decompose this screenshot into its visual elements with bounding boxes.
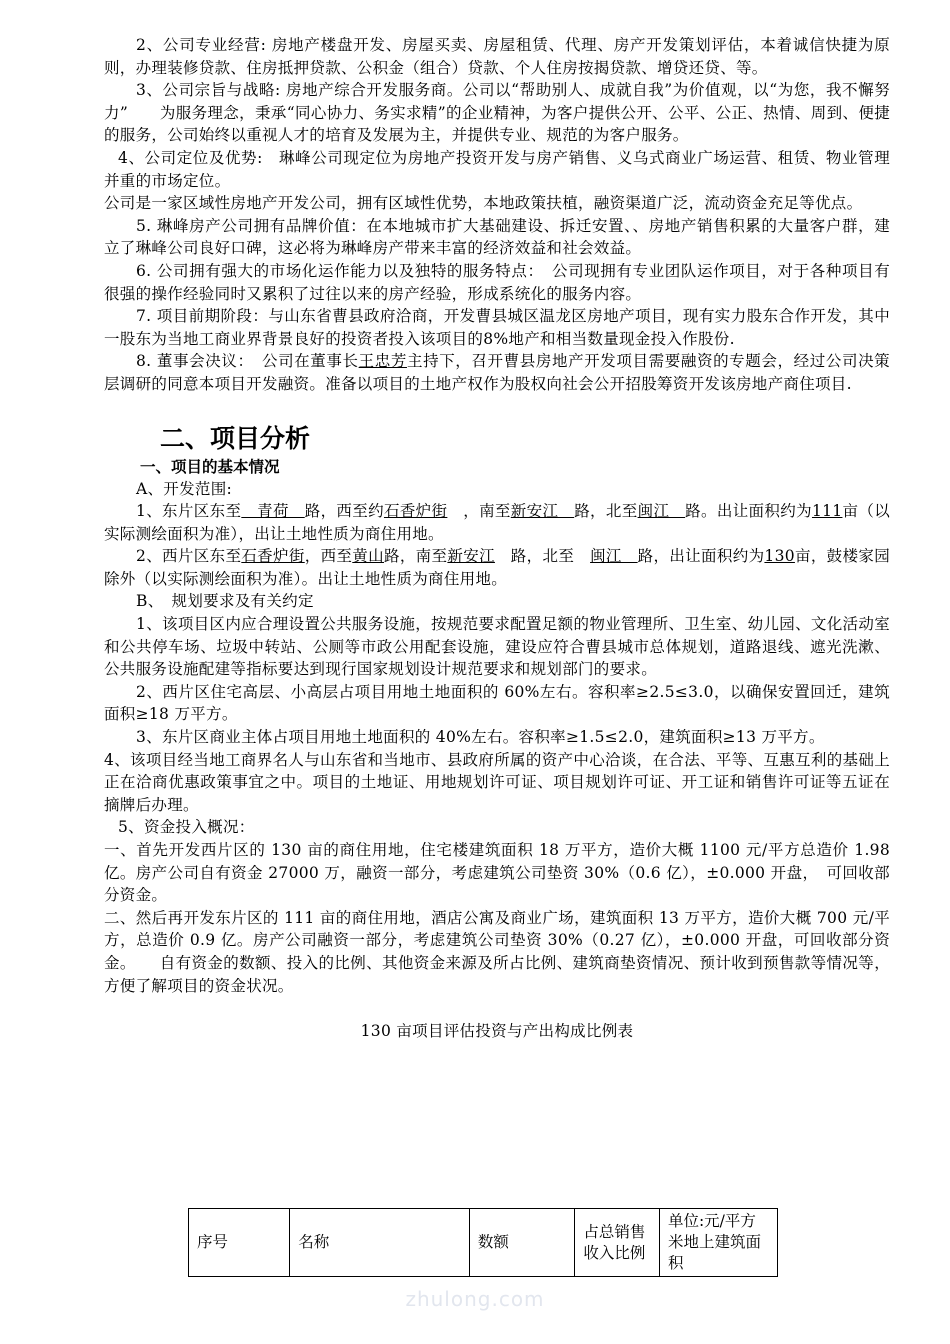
header-cell-amount: 数额 bbox=[469, 1209, 574, 1277]
chairman-name: 王忠芳 bbox=[358, 352, 407, 371]
para-funding-west: 一、首先开发西片区的 130 亩的商住用地，住宅楼建筑面积 18 万平方，造价大概 1100 元/平方总造价 1.98 亿。房产公司自有资金 27000 万，融资一部分，考虑建筑公司垫资 30%（0.6 亿），±0.000 开盘， 可回收部分资金。 bbox=[104, 841, 890, 905]
para-board-resolution: 8. 董事会决议： 公司在董事长王忠芳主持下，召开曹县房地产开发项目需要融资的专题会，经过公司决策层调研的同意本项目开发融资。准备以项目的土地产权作为股权向社会公开招股筹资开发该房地产商住项目. bbox=[104, 352, 890, 393]
para-west-area: 2、西片区东至石香炉街，西至黄山路，南至新安江 路，北至 闽江 路，出让面积约为130亩，鼓楼家园除外（以实际测绘面积为准）。出让土地性质为商住用地。 bbox=[104, 547, 891, 588]
subsection-heading: 一、项目的基本情况 bbox=[140, 457, 280, 476]
para-advantages: 公司是一家区域性房地产开发公司，拥有区域性优势，本地政策扶植，融资渠道广泛，流动资金充足等优点。 bbox=[104, 194, 863, 213]
para-planning-title: B、 规划要求及有关约定 bbox=[136, 592, 314, 611]
para-scope-title: A、开发范围: bbox=[136, 479, 233, 498]
para-planning-1: 1、该项目区内应合理设置公共服务设施，按规范要求配置足额的物业管理所、卫生室、幼儿园、文化活动室和公共停车场、垃圾中转站、公厕等市政公用配套设施，建设应符合曹县城市总体规划，道路退线、遮光洗漱、公共服务设施配建等指标要达到现行国家规划设计规范要求和规划部门的要求。 bbox=[104, 615, 890, 679]
para-brand-value: 5. 琳峰房产公司拥有品牌价值：在本地城市扩大基础建设、拆迁安置、、房地产销售积累的大量客户群，建立了琳峰公司良好口碑，这必将为琳峰房产带来丰富的经济效益和社会效益。 bbox=[104, 216, 890, 258]
para-mission: 3、公司宗旨与战略: 房地产综合开发服务商。公司以“帮助别人、成就自我”为价值观，以“为您，我不懈努力” 为服务理念，秉承“同心协力、务实求精”的企业精神，为客户提供公开、公平、公正、热情、周到、便捷的服务，公司始终以重视人才的培育及发展为主，并提供专业、规范的为客户服务。 bbox=[104, 81, 890, 145]
header-cell-name: 名称 bbox=[290, 1209, 470, 1277]
para-funding-east: 二、然后再开发东片区的 111 亩的商住用地，酒店公寓及商业广场，建筑面积 13 万平方，造价大概 700 元/平方，总造价 0.9 亿。房产公司融资一部分，考虑建筑公司垫资 30%（0.27 亿），±0.000 开盘，可回收部分资金。 自有资金的数额、投入的比例、其他资金来源及所占比例、建筑商垫资情况、预计收到预售款等情况等，方便了解项目的资金状况。 bbox=[104, 908, 890, 995]
para-planning-4: 4、该项目经当地工商界名人与山东省和当地市、县政府所属的资产中心洽谈，在合法、平等、互惠互利的基础上正在洽商优惠政策事宜之中。项目的土地证、用地规划许可证、项目规划许可证、开工证和销售许可证等五证在摘牌后办理。 bbox=[104, 750, 890, 814]
watermark: zhulong.com bbox=[405, 1287, 545, 1311]
para-project-phase: 7. 项目前期阶段：与山东省曹县政府洽商，开发曹县城区温龙区房地产项目，现有实力股东合作开发，其中一股东为当地工商业界背景良好的投资者投入该项目的8%地产和相当数量现金投入作股份. bbox=[104, 307, 890, 348]
para-funding-title: 5、资金投入概况： bbox=[118, 818, 255, 837]
table-caption: 130 亩项目评估投资与产出构成比例表 bbox=[360, 1022, 634, 1041]
investment-table bbox=[188, 1208, 778, 1277]
document-page bbox=[104, 34, 890, 1043]
header-cell-ratio: 占总销售收入比例 bbox=[575, 1209, 660, 1277]
para-business-scope: 2、公司专业经营: 房地产楼盘开发、房屋买卖、房屋租赁、代理、房产开发策划评估，本着诚信快捷为原则，办理装修贷款、住房抵押贷款、公积金（组合）贷款、个人住房按揭贷款、增贷还贷、等。 bbox=[104, 36, 890, 77]
header-cell-unit: 单位:元/平方米地上建筑面积 bbox=[659, 1209, 777, 1277]
table-header-row bbox=[189, 1209, 778, 1277]
para-operation-ability: 6. 公司拥有强大的市场化运作能力以及独特的服务特点： 公司现拥有专业团队运作项目，对于各种项目有很强的操作经验同时又累积了过往以来的房产经验，形成系统化的服务内容。 bbox=[104, 261, 890, 303]
header-cell-index: 序号 bbox=[189, 1209, 290, 1277]
para-planning-3: 3、东片区商业主体占项目用地土地面积的 40%左右。容积率≥1.5≤2.0，建筑面积≥13 万平方。 bbox=[136, 728, 825, 747]
para-positioning: 4、公司定位及优势: 琳峰公司现定位为房地产投资开发与房产销售、义乌式商业广场运营、租赁、物业管理并重的市场定位。 bbox=[104, 148, 890, 190]
para-east-area: 1、东片区东至 青荷 路，西至约石香炉街 ，南至新安江 路，北至闽江 路。出让面积约为111亩（以实际测绘面积为准），出让土地性质为商住用地。 bbox=[104, 502, 891, 543]
para-planning-2: 2、西片区住宅高层、小高层占项目用地土地面积的 60%左右。容积率≥2.5≤3.0，以确保安置回迁，建筑面积≥18 万平方。 bbox=[104, 682, 890, 724]
section-heading: 二、项目分析 bbox=[160, 423, 311, 453]
